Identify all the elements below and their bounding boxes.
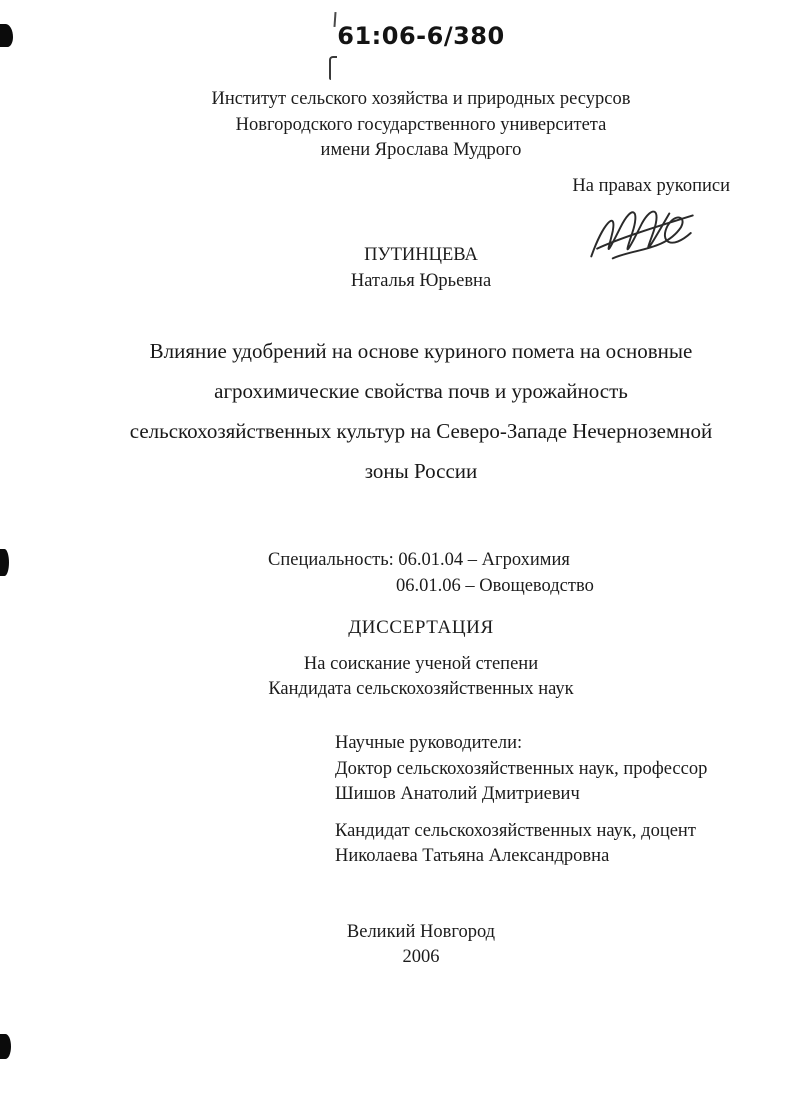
scan-artifact-top — [0, 24, 13, 47]
imprint-block — [50, 920, 792, 970]
specialty-line-1: Специальность: 06.01.04 – Агрохимия — [268, 550, 570, 570]
specialty-block — [268, 548, 594, 599]
author-given-name: Наталья Юрьевна — [350, 270, 492, 291]
author-surname: ПУТИНЦЕВА — [364, 245, 478, 265]
scan-artifact-bottom — [0, 1034, 11, 1059]
institute-line: имени Ярослава Мудрого — [320, 140, 522, 160]
supervisors-heading: Научные руководители: — [335, 733, 523, 753]
year: 2006 — [402, 947, 440, 967]
dissertation-title — [50, 331, 792, 491]
institute-line: Новгородского государственного университета — [235, 114, 607, 135]
city: Великий Новгород — [346, 922, 496, 942]
scan-artifact-middle — [0, 549, 9, 576]
supervisor-1-name: Шишов Анатолий Дмитриевич — [335, 784, 580, 804]
ink-bracket-mark — [329, 56, 337, 80]
degree-line-1: На соискание ученой степени — [303, 654, 539, 674]
document-type: ДИССЕРТАЦИЯ — [348, 617, 494, 638]
page-content — [50, 0, 792, 1114]
institute-line: Институт сельского хозяйства и природных ресурсов — [211, 89, 631, 109]
title-line: зоны России — [364, 459, 478, 483]
degree-block — [50, 652, 792, 701]
supervisors-block — [335, 731, 707, 870]
title-line: Влияние удобрений на основе куриного помета на основные — [149, 339, 693, 363]
supervisor-2-title: Кандидат сельскохозяйственных наук, доцент — [335, 820, 696, 841]
author-block — [50, 243, 792, 294]
supervisor-2-name: Николаева Татьяна Александровна — [335, 846, 610, 866]
institute-name — [50, 87, 792, 164]
title-line: агрохимические свойства почв и урожайность — [214, 379, 628, 403]
manuscript-rights-note: На правах рукописи — [572, 176, 730, 196]
catalog-number: 61:06-6/380 — [337, 22, 505, 50]
specialty-line-2: 06.01.06 – Овощеводство — [396, 575, 594, 596]
supervisor-1-title: Доктор сельскохозяйственных наук, профессор — [335, 758, 708, 779]
degree-line-2: Кандидата сельскохозяйственных наук — [268, 678, 574, 699]
title-line: сельскохозяйственных культур на Северо-Западе Нечерноземной — [129, 419, 713, 443]
